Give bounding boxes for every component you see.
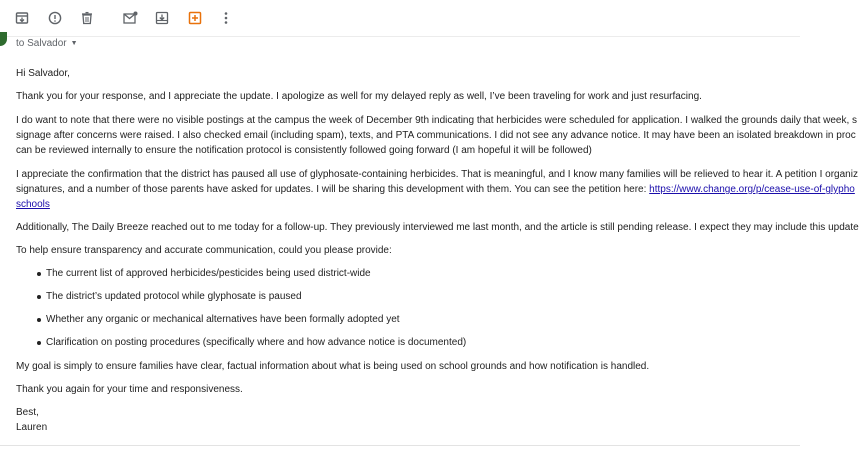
paragraph-1: Thank you for your response, and I appreciate the update. I apologize as well for my delayed reply as well, I’ve been traveling for work and just resurfacing.: [16, 91, 702, 102]
more-options-icon[interactable]: [214, 6, 238, 30]
archive-icon[interactable]: [10, 6, 34, 30]
paragraph-3-line-2: [16, 182, 855, 198]
paragraph-2-line-2: signage after concerns were raised. I also checked email (including spam), texts, and PTA communications. I did not see any advance notice. It may have been an isolated breakdown in proc: [16, 130, 856, 141]
divider: [0, 445, 800, 446]
mark-unread-icon[interactable]: [118, 6, 142, 30]
paragraph-3-line-3: [16, 197, 50, 213]
list-item: Whether any organic or mechanical alternatives have been formally adopted yet: [46, 312, 400, 328]
petition-link[interactable]: https://www.change.org/p/cease-use-of-glypho: [649, 184, 855, 195]
message-toolbar: [0, 0, 800, 37]
paragraph-6: My goal is simply to ensure families have clear, factual information about what is being used on school grounds and how notification is handled.: [16, 361, 650, 372]
delete-icon[interactable]: [75, 6, 99, 30]
paragraph-7: Thank you again for your time and responsiveness.: [16, 384, 243, 395]
chevron-down-icon[interactable]: ▼: [70, 40, 78, 47]
signature: Lauren: [16, 422, 48, 433]
paragraph-5: To help ensure transparency and accurate communication, could you please provide:: [16, 245, 392, 256]
paragraph-3-line-1: I appreciate the confirmation that the district has paused all use of glyphosate-containing herbicides. That is meaningful, and I know many families will be relieved to hear it. A petition I organiz: [16, 169, 858, 180]
move-to-icon[interactable]: [150, 6, 174, 30]
paragraph-2-line-1: I do want to note that there were no visible postings at the campus the week of December 9th indicating that herbicides were scheduled for application. I walked the grounds daily that week, s: [16, 115, 858, 126]
greeting: Hi Salvador,: [16, 68, 70, 79]
list-item: The district’s updated protocol while glyphosate is paused: [46, 289, 302, 305]
paragraph-2-line-3: can be reviewed internally to ensure the notification protocol is consistently followed going forward (I am hopeful it will be followed): [16, 145, 592, 156]
list-item: Clarification on posting procedures (specifically where and how advance notice is documented): [46, 335, 466, 351]
paragraph-3-text: signatures, and a number of those parents have asked for updates. I will be sharing this development with them. You can see the petition here:: [16, 184, 650, 195]
petition-link-continued[interactable]: schools: [16, 199, 50, 210]
list-item: The current list of approved herbicides/pesticides being used district-wide: [46, 266, 371, 282]
to-label: to Salvador: [16, 38, 67, 49]
report-spam-icon[interactable]: [43, 6, 67, 30]
add-to-tasks-icon[interactable]: [183, 6, 207, 30]
closing: Best,: [16, 407, 39, 418]
recipient-details[interactable]: [16, 38, 78, 49]
sender-avatar: [0, 32, 7, 46]
paragraph-4: Additionally, The Daily Breeze reached out to me today for a follow-up. They previously interviewed me last month, and the article is still pending release. I expect they may include this update: [16, 222, 859, 233]
